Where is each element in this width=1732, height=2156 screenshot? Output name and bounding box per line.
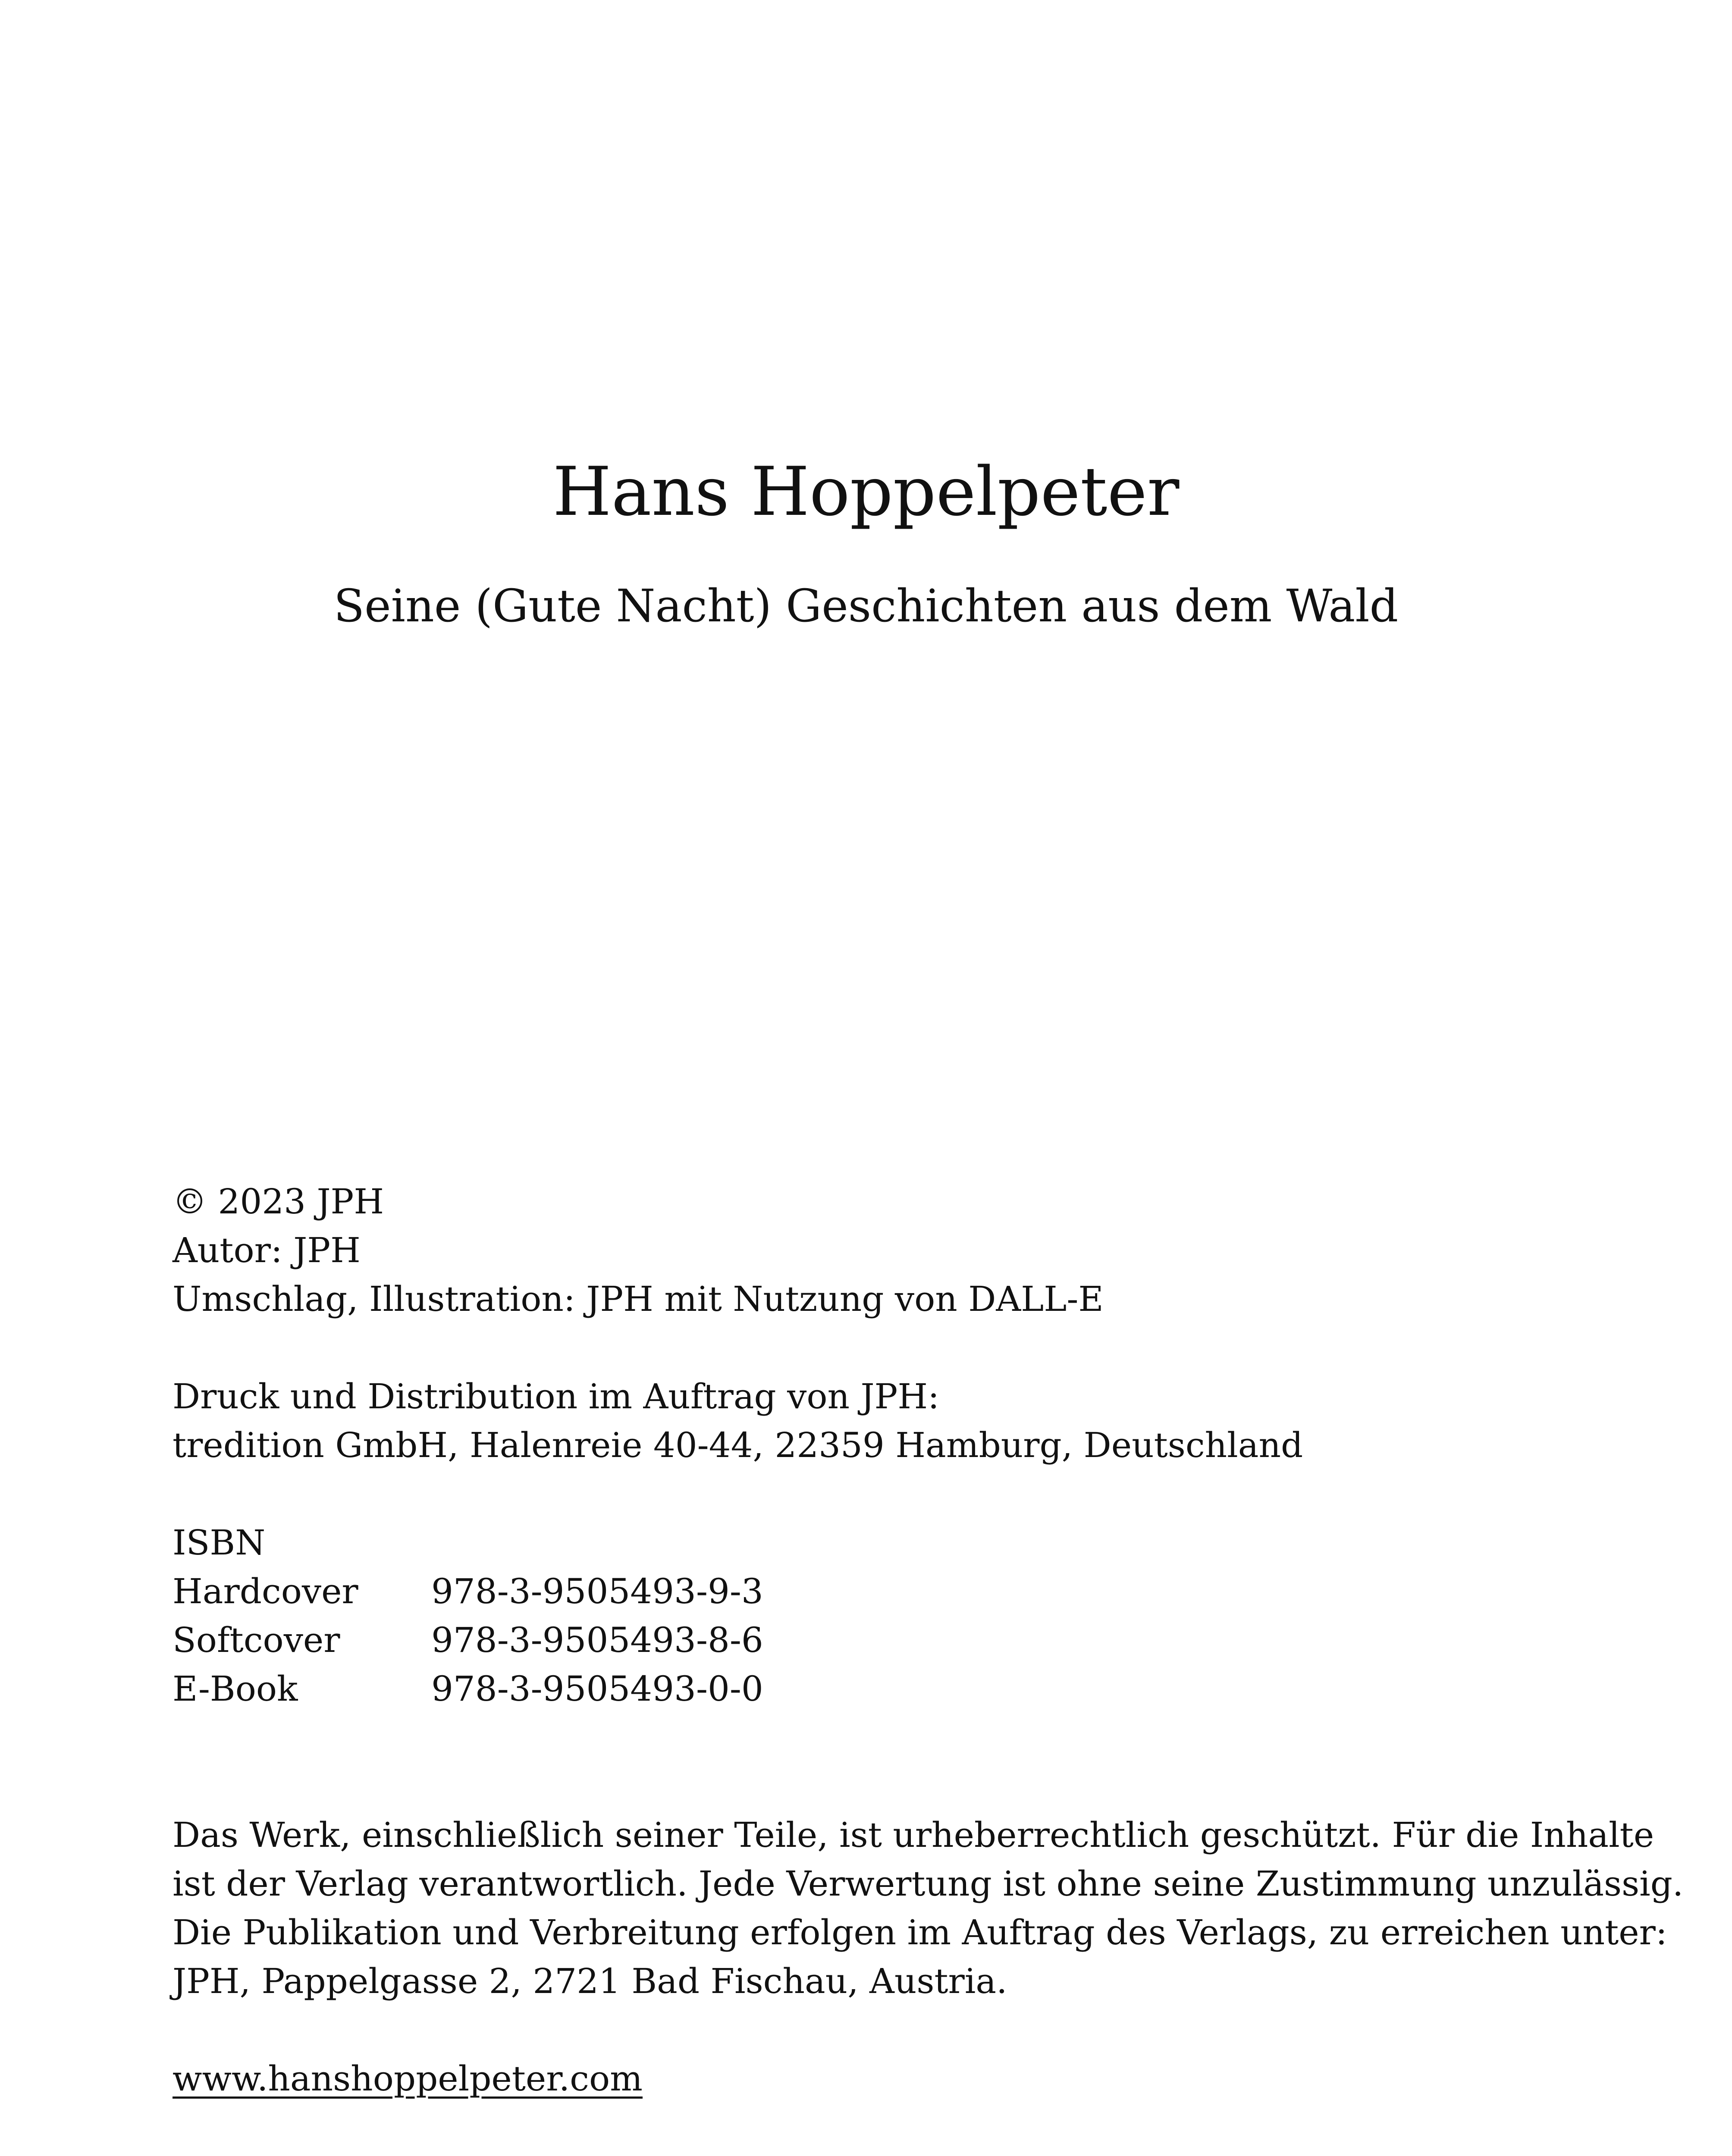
copyright-line: © 2023 JPH — [173, 1181, 384, 1222]
spacer — [173, 2006, 1639, 2054]
imprint-block — [173, 1177, 1684, 2103]
website-link[interactable]: www.hanshoppelpeter.com — [173, 2059, 643, 2099]
isbn-row-softcover — [173, 1616, 1639, 1664]
isbn-row-hardcover — [173, 1567, 1639, 1616]
isbn-row-ebook — [173, 1664, 1639, 1713]
distributor-address: tredition GmbH, Halenreie 40-44, 22359 Hamburg, Deutschland — [173, 1425, 1303, 1465]
isbn-number: 978-3-9505493-8-6 — [431, 1620, 763, 1660]
isbn-heading: ISBN — [173, 1523, 266, 1563]
isbn-number: 978-3-9505493-9-3 — [431, 1571, 763, 1611]
spacer — [173, 1762, 1639, 1811]
distribution-line: Druck und Distribution im Auftrag von JPH: — [173, 1376, 940, 1416]
cover-credit-line: Umschlag, Illustration: JPH mit Nutzung von DALL-E — [173, 1279, 1104, 1319]
notice-line: Das Werk, einschließlich seiner Teile, ist urheberrechtlich geschützt. Für die Inhalte — [173, 1815, 1654, 1855]
notice-line: ist der Verlag verantwortlich. Jede Verwertung ist ohne seine Zustimmung unzulässig. — [173, 1864, 1684, 1904]
notice-line: Die Publikation und Verbreitung erfolgen im Auftrag des Verlags, zu erreichen unter: — [173, 1912, 1667, 1952]
isbn-number: 978-3-9505493-0-0 — [431, 1669, 763, 1709]
isbn-format-label: E-Book — [173, 1669, 298, 1709]
copyright-notice — [173, 1811, 1684, 2006]
spacer — [173, 1470, 1639, 1518]
book-title: Hans Hoppelpeter — [552, 452, 1180, 531]
distribution-section — [173, 1372, 1639, 1470]
credits-section — [173, 1177, 1639, 1323]
isbn-format-label: Softcover — [173, 1620, 340, 1660]
notice-line: JPH, Pappelgasse 2, 2721 Bad Fischau, Austria. — [173, 1961, 1007, 2001]
spacer — [173, 1713, 1639, 1762]
isbn-section — [173, 1518, 1639, 1713]
book-subtitle: Seine (Gute Nacht) Geschichten aus dem Wald — [333, 580, 1399, 632]
spacer — [173, 1323, 1639, 1372]
author-line: Autor: JPH — [173, 1230, 361, 1270]
isbn-format-label: Hardcover — [173, 1571, 358, 1611]
